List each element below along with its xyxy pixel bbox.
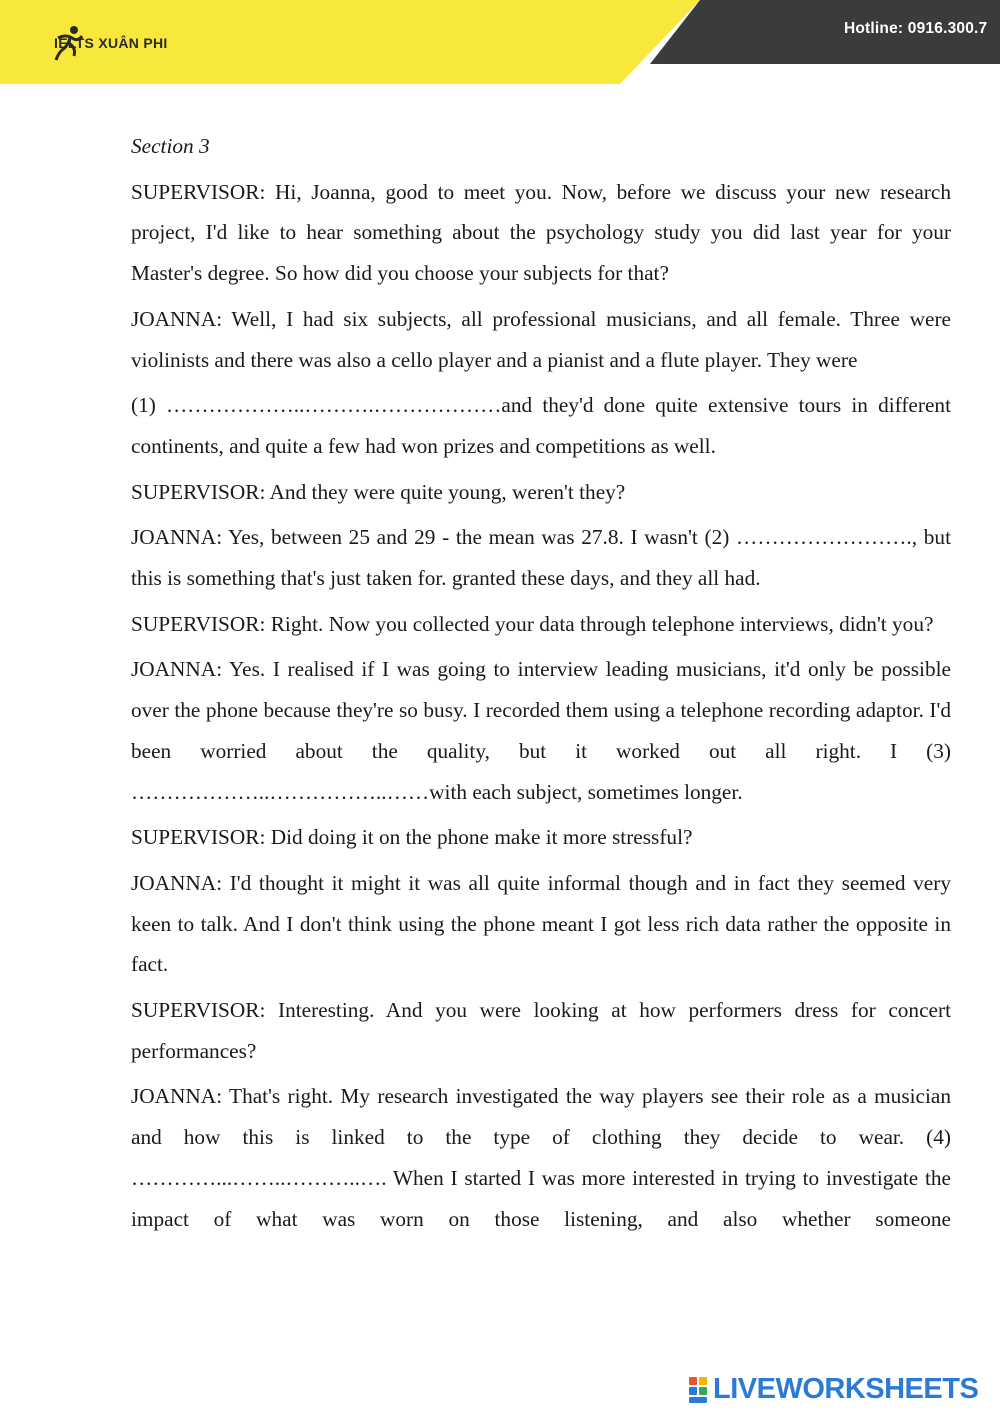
paragraph: SUPERVISOR: Right. Now you collected your data through telephone interviews, didn't you? xyxy=(131,611,934,636)
paragraph: JOANNA: Yes. I realised if I was going to interview leading musicians, it'd only be possible over the phone because they're so busy. I recorded them using a telephone recording adaptor. I'd been worried about the quality, but it worked out all right. I (3) ………………..……………..……with each subject, sometimes longer. xyxy=(131,657,951,804)
paragraph: JOANNA: Yes, between 25 and 29 - the mean was 27.8. I wasn't (2) ……………………., but this is something that's just taken for. granted these days, and they all had. xyxy=(131,525,951,591)
paragraph: JOANNA: Well, I had six subjects, all professional musicians, and all female. Three were violinists and there was also a cello player and a pianist and a flute player. They were xyxy=(131,306,951,372)
paragraph: SUPERVISOR: Did doing it on the phone make it more stressful? xyxy=(131,825,693,850)
section-title: Section 3 xyxy=(131,134,210,158)
paragraph: JOANNA: That's right. My research investigated the way players see their role as a musician and how this is linked to the type of clothing they decide to wear. (4) …………...……..………..…. When I started I was more interested in trying to investigate the impact of what was worn on those listening, and also whether someone xyxy=(131,1084,951,1231)
running-figure-icon xyxy=(52,24,88,62)
page-header xyxy=(0,0,1000,84)
paragraph: SUPERVISOR: And they were quite young, weren't they? xyxy=(131,479,626,504)
liveworksheets-logo-icon xyxy=(688,1374,710,1406)
paragraph: SUPERVISOR: Interesting. And you were looking at how performers dress for concert performances? xyxy=(131,998,951,1063)
paragraph: SUPERVISOR: Hi, Joanna, good to meet you. Now, before we discuss your new research project, I'd like to hear something about the psychology study you did last year for your Master's degree. So how did you choose your subjects for that? xyxy=(131,179,951,286)
logo-text: IELTS XUÂN PHI xyxy=(54,35,168,51)
hotline-text: Hotline: 0916.300.7 xyxy=(844,20,988,37)
brand-logo xyxy=(52,24,168,62)
liveworksheets-text: LIVEWORKSHEETS xyxy=(713,1373,979,1405)
liveworksheets-brand xyxy=(688,1373,978,1406)
paragraph: JOANNA: I'd thought it might it was all quite informal though and in fact they seemed very keen to talk. And I don't think using the phone meant I got less rich data rather the opposite in fact. xyxy=(131,870,951,977)
paragraph: (1) ………………..……….………………and they'd done quite extensive tours in different continents, and quite a few had won prizes and competitions as well. xyxy=(131,393,951,458)
transcript-body xyxy=(131,126,951,1244)
